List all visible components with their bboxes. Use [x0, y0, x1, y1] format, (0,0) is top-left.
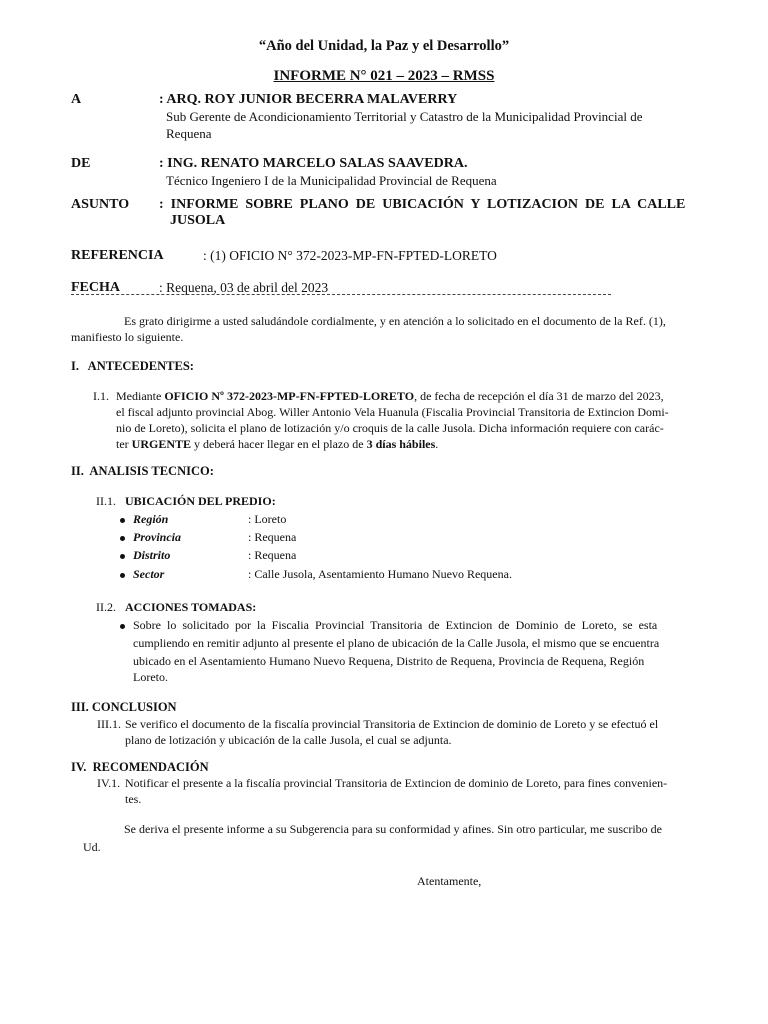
to-label: A	[71, 92, 82, 107]
distrito-label: Distrito	[133, 548, 171, 562]
to-position-line2: Requena	[166, 126, 212, 141]
section-conclusion-title: III. CONCLUSION	[71, 700, 177, 714]
motto-heading: “Año del Unidad, la Paz y el Desarrollo”	[258, 38, 510, 54]
acciones-line2: cumpliendo en remitir adjunto al presente el plano de ubicación de la Calle Jusola, el mismo que se encuentra	[133, 636, 660, 650]
closing-line2: Ud.	[83, 840, 101, 854]
from-name: : ING. RENATO MARCELO SALAS SAAVEDRA.	[159, 156, 468, 171]
signoff: Atentamente,	[417, 874, 482, 888]
item-ii1-number: II.1.	[96, 494, 116, 508]
antecedentes-line2: el fiscal adjunto provincial Abog. Willer Antonio Vela Huanula (Fiscalia Provincial Transitoria de Extincion Domi-	[116, 405, 669, 419]
bullet-icon	[120, 624, 125, 629]
to-name: : ARQ. ROY JUNIOR BECERRA MALAVERRY	[159, 92, 458, 107]
header-divider	[71, 294, 611, 295]
subject-line2: JUSOLA	[170, 213, 226, 228]
provincia-label: Provincia	[133, 530, 181, 544]
intro-line2: manifiesto lo siguiente.	[71, 330, 184, 344]
report-title	[0, 68, 768, 85]
distrito-value: : Requena	[248, 548, 297, 562]
ubicacion-title: UBICACIÓN DEL PREDIO:	[125, 494, 276, 508]
section-analisis-title: II. ANALISIS TECNICO:	[71, 464, 214, 478]
deadline-label: 3 días hábiles	[366, 437, 436, 451]
antecedentes-text-d: ter	[116, 437, 132, 451]
item-i1-number: I.1.	[93, 389, 109, 403]
from-position: Técnico Ingeniero I de la Municipalidad Provincial de Requena	[166, 173, 497, 188]
acciones-line4: Loreto.	[133, 670, 168, 684]
acciones-line1: Sobre lo solicitado por la Fiscalia Provincial Transitoria de Extincion de Dominio de Loreto, se esta	[133, 618, 658, 632]
sector-value: : Calle Jusola, Asentamiento Humano Nuevo Requena.	[248, 567, 512, 581]
acciones-title: ACCIONES TOMADAS:	[125, 600, 257, 614]
reference-label: REFERENCIA	[71, 248, 164, 263]
conclusion-line2: plano de lotización y ubicación de la calle Jusola, el cual se adjunta.	[125, 733, 452, 747]
sector-label: Sector	[133, 567, 165, 581]
bullet-icon	[120, 573, 125, 578]
subject-label: ASUNTO	[71, 197, 130, 212]
urgent-label: URGENTE	[131, 437, 191, 451]
antecedentes-text-a: Mediante	[116, 389, 165, 403]
section-antecedentes-title: I. ANTECEDENTES:	[71, 359, 194, 373]
region-value: : Loreto	[248, 512, 287, 526]
region-label: Región	[133, 512, 169, 526]
recomendacion-line1: Notificar el presente a la fiscalía provincial Transitoria de Extincion de dominio de Loreto, para fines convenien-	[125, 776, 668, 790]
oficio-reference: OFICIO Nº 372-2023-MP-FN-FPTED-LORETO	[164, 389, 415, 403]
item-iii1-number: III.1.	[97, 717, 121, 731]
antecedentes-line4	[116, 437, 438, 452]
item-iv1-number: IV.1.	[97, 776, 121, 790]
to-position-line1: Sub Gerente de Acondicionamiento Territorial y Catastro de la Municipalidad Provincial de	[166, 109, 643, 124]
reference-value: : (1) OFICIO N° 372-2023-MP-FN-FPTED-LORETO	[203, 248, 497, 263]
recomendacion-line2: tes.	[125, 792, 142, 806]
antecedentes-text-c: , de fecha de recepción el día 31 de marzo del 2023,	[414, 389, 664, 403]
subject-line1: : INFORME SOBRE PLANO DE UBICACIÓN Y LOTIZACION DE LA CALLE	[159, 197, 686, 212]
bullet-icon	[120, 554, 125, 559]
antecedentes-text-f: .	[435, 437, 439, 451]
report-title-text: INFORME N° 021 – 2023 – RMSS	[273, 68, 495, 84]
bullet-icon	[120, 518, 125, 523]
antecedentes-text-e: y deberá hacer llegar en el plazo de	[191, 437, 367, 451]
from-label: DE	[71, 156, 91, 171]
provincia-value: : Requena	[248, 530, 297, 544]
item-ii2-number: II.2.	[96, 600, 116, 614]
acciones-line3: ubicado en el Asentamiento Humano Nuevo Requena, Distrito de Requena, Provincia de Requena, Región	[133, 654, 645, 668]
bullet-icon	[120, 536, 125, 541]
date-label: FECHA	[71, 280, 120, 295]
antecedentes-line3: nio de Loreto), solicita el plano de lotización y/o croquis de la calle Jusola. Dicha información requiere con carác-	[116, 421, 664, 435]
antecedentes-line1	[116, 389, 664, 404]
intro-line1: Es grato dirigirme a usted saludándole cordialmente, y en atención a lo solicitado en el documento de la Ref. (1),	[124, 314, 666, 328]
section-recomendacion-title: IV. RECOMENDACIÓN	[71, 760, 209, 774]
date-value: : Requena, 03 de abril del 2023	[159, 280, 329, 295]
conclusion-line1: Se verifico el documento de la fiscalía provincial Transitoria de Extincion de dominio de Loreto y se efectuó el	[125, 717, 659, 731]
closing-line1: Se deriva el presente informe a su Subgerencia para su conformidad y afines. Sin otro particular, me suscribo de	[124, 822, 663, 836]
